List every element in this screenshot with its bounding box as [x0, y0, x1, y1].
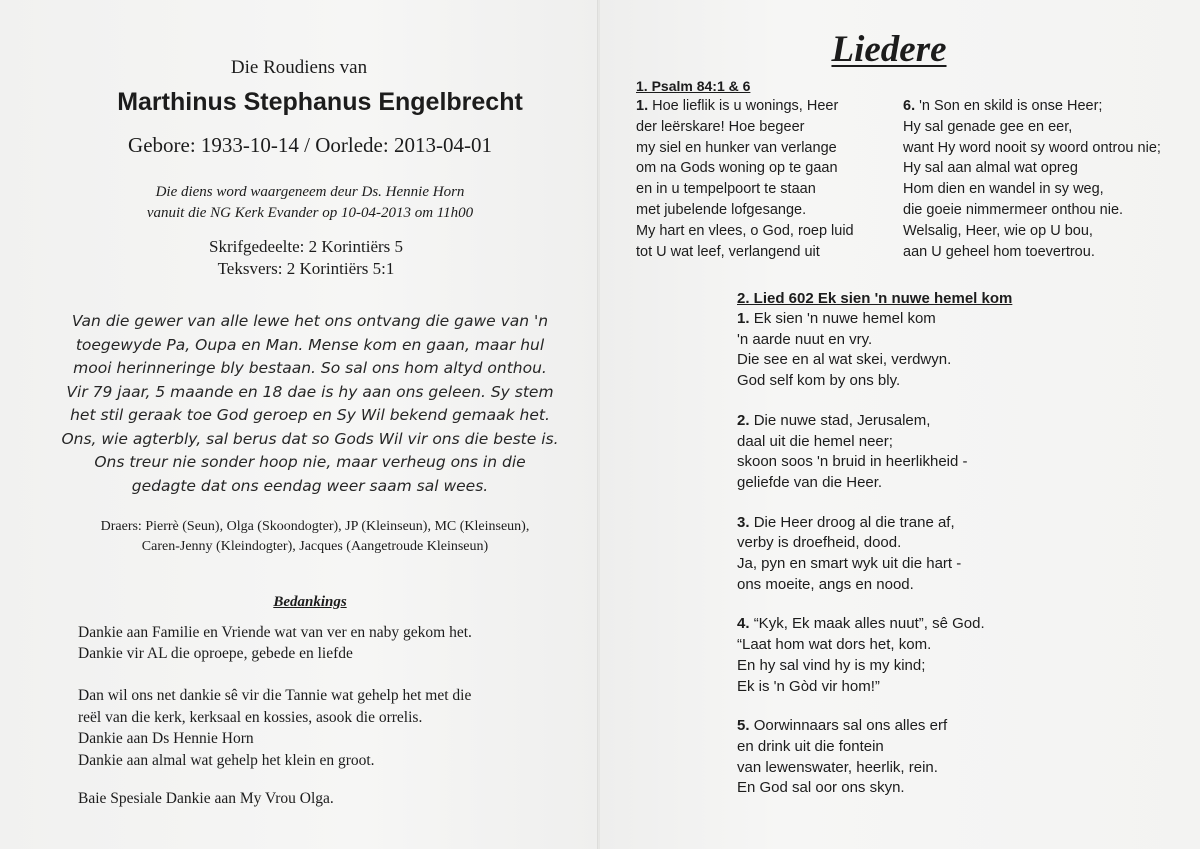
tribute-line: Vir 79 jaar, 5 maande en 18 dae is hy aan ons geleen. Sy stem [66, 382, 554, 401]
bearers-list [0, 517, 598, 557]
tribute-line: Ons, wie agterbly, sal berus dat so Gods Wil vir ons die beste is. [61, 429, 559, 448]
left-page [0, 0, 598, 849]
verse-line: 1. Ek sien 'n nuwe hemel kom [737, 310, 936, 327]
scripture-reading: Skrifgedeelte: 2 Korintiërs 5 [208, 237, 404, 256]
verse-line: en in u tempelpoort te staan [636, 181, 816, 198]
thanks-line: Dankie aan almal wat gehelp het klein en groot. [78, 751, 375, 769]
song2-heading: 2. Lied 602 Ek sien 'n nuwe hemel kom [737, 290, 1013, 307]
thanks-block-helpers [78, 685, 471, 771]
verse-line: Die see en al wat skei, verdwyn. [737, 351, 952, 369]
verse-line: “Laat hom wat dors het, kom. [737, 636, 932, 654]
verse-line: Hom dien en wandel in sy weg, [903, 181, 1104, 198]
verse-line: God self kom by ons bly. [737, 372, 901, 390]
thanks-block-family [78, 622, 472, 664]
song1-verse6 [903, 96, 1161, 262]
song2-verse [737, 716, 985, 799]
verse-line: daal uit die hemel neer; [737, 432, 893, 450]
verse-line: geliefde van die Heer. [737, 473, 883, 491]
birth-death-dates: Gebore: 1933-10-14 / Oorlede: 2013-04-01 [128, 133, 492, 157]
verse-number: 1. [636, 98, 649, 114]
verse-line: 5. Oorwinnaars sal ons alles erf [737, 717, 948, 735]
verse-line: En God sal oor ons skyn. [737, 779, 905, 797]
final-thanks: Baie Spesiale Dankie aan My Vrou Olga. [78, 790, 334, 807]
verse-number: 4. [737, 615, 750, 633]
verse-line: my siel en hunker van verlange [636, 139, 837, 156]
song1-heading: 1. Psalm 84:1 & 6 [636, 78, 751, 94]
service-line: vanuit die NG Kerk Evander op 10-04-2013 om 11h00 [146, 205, 474, 221]
song1-verse1 [636, 96, 854, 262]
verse-line: En hy sal vind hy is my kind; [737, 656, 926, 674]
verse-number: 2. [737, 411, 750, 429]
verse-line: Ek is 'n Gòd vir hom!” [737, 677, 880, 695]
tribute-line: het stil geraak toe God geroep en Sy Wil bekend gemaak het. [70, 406, 550, 424]
tribute-text [0, 310, 598, 498]
text-verse: Teksvers: 2 Korintiërs 5:1 [217, 259, 395, 278]
verse-line: 6. 'n Son en skild is onse Heer; [903, 98, 1103, 114]
deceased-name: Marthinus Stephanus Engelbrecht [117, 88, 523, 116]
verse-line: aan U geheel hom toevertrou. [903, 243, 1095, 260]
verse-line: Hy sal genade gee en eer, [903, 118, 1073, 135]
right-page [600, 0, 1200, 849]
verse-line: Ja, pyn en smart wyk uit die hart - [737, 555, 962, 573]
verse-line: ons moeite, angs en nood. [737, 575, 914, 593]
verse-line: 2. Die nuwe stad, Jerusalem, [737, 411, 931, 429]
verse-line: 4. “Kyk, Ek maak alles nuut”, sê God. [737, 615, 985, 633]
thanks-line: Dankie aan Ds Hennie Horn [78, 730, 254, 747]
thanks-heading: Bedankings [273, 594, 347, 610]
song2-verse [737, 614, 985, 697]
verse-line: der leërskare! Hoe begeer [636, 118, 805, 135]
verse-line: Hy sal aan almal wat opreg [903, 160, 1078, 177]
scripture-block [0, 236, 598, 280]
bearers-line: Caren-Jenny (Kleindogter), Jacques (Aangetroude Kleinseun) [141, 539, 489, 554]
verse-line: die goeie nimmermeer onthou nie. [903, 201, 1124, 218]
thanks-line: Dankie vir AL die oproepe, gebede en liefde [78, 645, 353, 662]
verse-line: verby is droefheid, dood. [737, 534, 902, 552]
verse-line: want Hy word nooit sy woord ontrou nie; [903, 139, 1161, 156]
verse-number: 5. [737, 717, 750, 735]
verse-number: 3. [737, 513, 750, 531]
thanks-line: Dankie aan Familie en Vriende wat van ver en naby gekom het. [78, 624, 472, 641]
thanks-line: reël van die kerk, kerksaal en kossies, asook die orrelis. [78, 708, 423, 726]
song2-verse [737, 309, 985, 392]
songs-title: Liedere [831, 29, 947, 70]
verse-line: van lewenswater, heerlik, rein. [737, 758, 938, 776]
verse-line: om na Gods woning op te gaan [636, 160, 838, 177]
verse-line: 1. Hoe lieflik is u wonings, Heer [636, 98, 839, 114]
tribute-line: mooi herinneringe bly bestaan. So sal ons hom altyd onthou. [73, 359, 547, 377]
verse-number: 1. [737, 310, 750, 327]
verse-number: 6. [903, 98, 916, 114]
service-line: Die diens word waargeneem deur Ds. Hennie Horn [155, 184, 465, 200]
tribute-line: toegewyde Pa, Oupa en Man. Mense kom en gaan, maar hul [75, 335, 545, 354]
verse-line: Welsalig, Heer, wie op U bou, [903, 222, 1093, 239]
verse-line: en drink uit die fontein [737, 737, 884, 755]
tribute-line: gedagte dat ons eendag weer saam sal wees. [131, 476, 489, 495]
verse-line: skoon soos 'n bruid in heerlikheid - [737, 453, 968, 471]
service-details [0, 182, 598, 224]
tribute-line: Ons treur nie sonder hoop nie, maar verheug ons in die [94, 453, 526, 471]
intro-text: Die Roudiens van [230, 57, 368, 78]
song2-verse [737, 411, 985, 494]
verse-line: My hart en vlees, o God, roep luid [636, 222, 854, 239]
verse-line: 'n aarde nuut en vry. [737, 330, 873, 348]
verse-line: 3. Die Heer droog al die trane af, [737, 513, 955, 531]
thanks-line: Dan wil ons net dankie sê vir die Tannie wat gehelp het met die [78, 687, 472, 704]
song2-verse [737, 513, 985, 596]
verse-line: tot U wat leef, verlangend uit [636, 243, 820, 260]
verse-line: met jubelende lofgesange. [636, 201, 807, 218]
tribute-line: Van die gewer van alle lewe het ons ontvang die gawe van 'n [71, 312, 549, 330]
song2-verses [737, 309, 985, 799]
bearers-line: Draers: Pierrè (Seun), Olga (Skoondogter), JP (Kleinseun), MC (Kleinseun), [100, 519, 530, 534]
